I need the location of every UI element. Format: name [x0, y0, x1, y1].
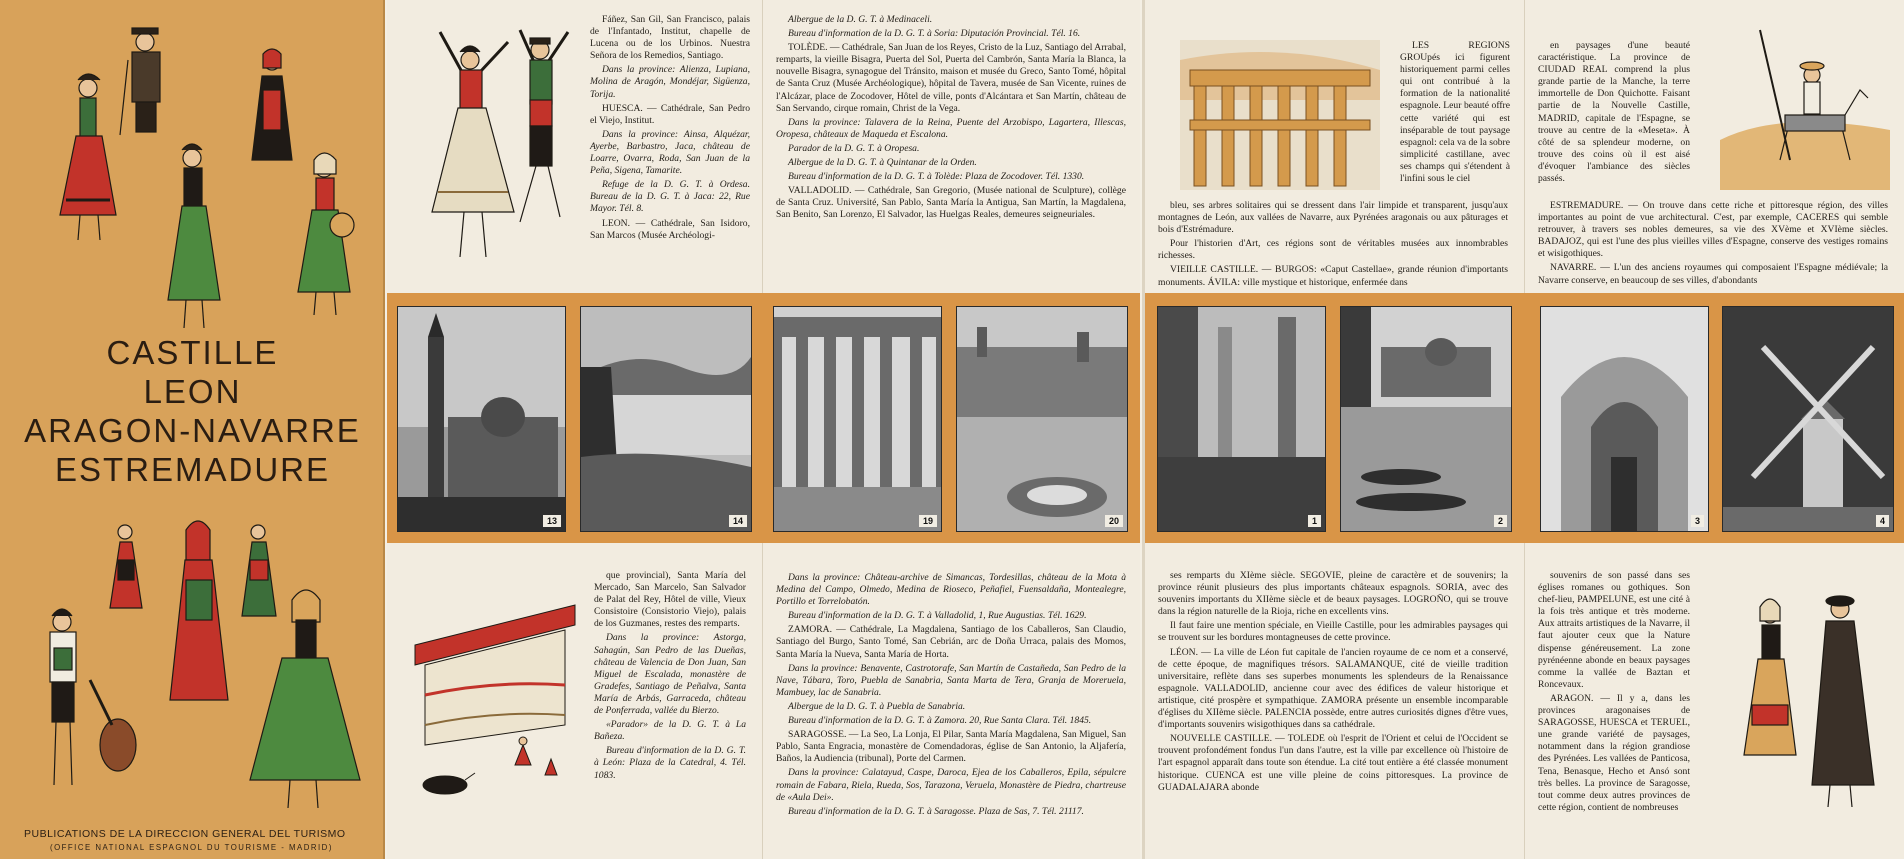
- panel-2-bottom-text: [776, 572, 1126, 820]
- text-paragraph: ZAMORA. — Cathédrale, La Magdalena, Santiago de los Caballeros, San Claudio, Santiago del Burgo, Santo Tomé, San Cebrián, arc de Doña Urraca, palais des Momos, Santa María la Nueva, Santa María de Horta.: [776, 624, 1126, 660]
- panel-4-top-text: [1538, 200, 1888, 289]
- text-paragraph: Albergue de la D. G. T. à Medinaceli.: [788, 14, 933, 25]
- photo-number: 1: [1308, 515, 1321, 527]
- text-paragraph: Dans la province: Alienza, Lupiana, Molina de Aragón, Mondéjar, Sigüenza, Torija.: [590, 64, 750, 100]
- photo-madrid-plaza: [956, 306, 1128, 532]
- text-paragraph: VIEILLE CASTILLE. — BURGOS: «Caput Castellae», grande réunion d'importants monuments. ÁVILA: ville mystique et historique, enfermée dans: [1158, 264, 1508, 288]
- cover-title-line-1: CASTILLE: [106, 334, 279, 371]
- text-paragraph: LEON. — Cathédrale, San Isidoro, San Marcos (Musée Archéologi-: [590, 217, 750, 241]
- cover-title-line-3: ARAGON-NAVARRE: [24, 412, 361, 449]
- text-paragraph: Bureau d'information de la D. G. T. à Zamora. 20, Rue Santa Clara. Tél. 1845.: [788, 715, 1092, 727]
- photo-number: 20: [1105, 515, 1123, 527]
- text-paragraph: Dans la province: Astorga, Sahagún, San Pedro de las Dueñas, château de Valencia de Don Juan, San Miguel de Escalada, monastère de Gradefes, Santiago de Peñalva, Santa María de Arbás, Garraceda, château de Ponferrada, vallée du Bierzo.: [594, 632, 746, 717]
- bullfight-illustration: [405, 575, 585, 815]
- photo-number: 3: [1691, 515, 1704, 527]
- photo-number: 4: [1876, 515, 1889, 527]
- photo-toledo-cathedral: [397, 306, 566, 532]
- cover-title: [0, 333, 385, 489]
- photo-aqueduct: [773, 306, 942, 532]
- panel-3-intro-text: [1400, 40, 1510, 187]
- text-paragraph: NAVARRE. — L'un des anciens royaumes qui composaient l'Espagne médiévale; la Navarre conserve, en beaucoup de ses villes, d'abondants: [1538, 262, 1888, 286]
- text-paragraph: ESTREMADURE. — On trouve dans cette riche et pittoresque région, des villes importantes au point de vue architectural. C'est, par exemple, CACERES qui semble retrouver, à travers ses nobles demeures, sa vie des XVème et XVIème siècles. BADAJOZ, qui est l'une des plus vieilles villes d'Espagne, conserve des vestiges romains et wisigothiques.: [1538, 200, 1888, 260]
- intro-paragraph: en paysages d'une beauté caractéristique. La province de CIUDAD REAL comprend la plus grande partie de la Manche, la terre immortelle de Don Quichotte. Faisant partie de la Nouvelle Castille, MADRID, capitale de l'Espagne, se trouve au centre de la «Meseta». À côté de sa splendeur moderne, on trouve des coins où il est aisé d'évoquer l'ambiance des siècles passés.: [1538, 40, 1690, 185]
- text-paragraph: NOUVELLE CASTILLE. — TOLEDE où l'esprit de l'Orient et celui de l'Occident se trouvent profondément fondus l'un dans l'autre, est la ville par excellence où l'histoire de l'art espagnol apparaît dans toute son étendue. La cité tout entière a été classée monument historique. CUENCA est une ville pleine de coins pittoresques. La province de GUADALAJARA abonde: [1158, 733, 1508, 793]
- aqueduct-illustration: [1180, 40, 1380, 190]
- photo-roman-ruins: [1157, 306, 1326, 532]
- text-paragraph: bleu, ses arbres solitaires qui se dressent dans l'air limpide et transparent, jusqu'aux montagnes de León, aux vallées de Navarre, aux Pyrénées aragonais ou aux pâturages et bois d'Estrémadure.: [1158, 200, 1508, 236]
- photo-number: 2: [1494, 515, 1507, 527]
- text-paragraph: Fáñez, San Gil, San Francisco, palais de l'Infantado, Institut, chapelle de Lucena ou de los Urbinos. Nuestra Señora de los Remedios, Santiago.: [590, 14, 750, 62]
- panel-3-bottom-text: [1158, 570, 1508, 796]
- costume-figures-top-illustration: [20, 10, 370, 330]
- text-paragraph: Dans la province: Benavente, Castrotorafe, San Martín de Castañeda, San Pedro de la Nave, Tábara, Toro, Puebla de Sanabria, Santa Marta de Tera, Granja de Moreruela, Mambuey, lac de Sanabria.: [776, 662, 1126, 698]
- text-paragraph: Dans la province: Talavera de la Reina, Puente del Arzobispo, Lagartera, Illescas, Oropesa, châteaux de Maqueda et Escalona.: [776, 116, 1126, 140]
- panel-4-bottom-text: [1538, 570, 1690, 816]
- photo-number: 19: [919, 515, 937, 527]
- text-paragraph: SARAGOSSE. — La Seo, La Lonja, El Pilar, Santa María Magdalena, San Miguel, San Pablo, Santa Engracia, monastère de Comendadoras, église de San Antonio, la Aljafería, Baños, la Audiencia (tribunal), Porte del Carmen.: [776, 729, 1126, 765]
- photo-windmill: [1722, 306, 1894, 532]
- text-paragraph: Dans la province: Calatayud, Caspe, Daroca, Ejea de los Caballeros, Epila, sépulcre romain de Fabara, Riela, Rueda, Sos, Tarazona, Veruela, Monastère de Piedra, chartreuse de «Aula Dei».: [776, 767, 1126, 803]
- text-paragraph: souvenirs de son passé dans ses églises romanes ou gothiques. Son chef-lieu, PAMPELUNE, est une cité à la fois très antique et très moderne. Aux attraits artistiques de la Navarre, il faut ajouter ceux que la Nature dispense généreusement. La zone pyrénéenne abonde en beaux paysages comme la vallée de Baztan et Roncevaux.: [1538, 570, 1690, 690]
- panel-1-top-text: [590, 14, 750, 244]
- text-paragraph: Bureau d'information de la D. G. T. à Valladolid, 1, Rue Augustias. Tél. 1629.: [788, 610, 1087, 622]
- text-paragraph: Parador de la D. G. T. à Oropesa.: [788, 142, 920, 154]
- text-paragraph: Albergue de la D. G. T. à Puebla de Sanabria.: [788, 700, 966, 712]
- text-paragraph: LÉON. — La ville de Léon fut capitale de l'ancien royaume de ce nom et a conservé, de cette époque, de magnifiques trésors. SALAMANQUE, cité de vieille tradition universitaire, reflète dans ses superbes monuments les splendeurs de la Renaissance espagnole. VALLADOLID, ancienne cour avec des édifices de valeur historique et artistique, cité prospère et sympathique. ZAMORA présente un ensemble incomparable d'églises du XIIème siècle. PALENCIA possède, entre autres curiosités dignes d'être vues, d'importants souvenirs wisigothiques dans sa cathédrale.: [1158, 646, 1508, 731]
- text-paragraph: HUESCA. — Cathédrale, San Pedro el Viejo, Institut.: [590, 102, 750, 126]
- panel-1-bottom-text: [594, 570, 746, 784]
- cover-panel: [0, 0, 385, 859]
- publisher-line: PUBLICATIONS DE LA DIRECCION GENERAL DEL TURISMO: [24, 828, 346, 840]
- panel-3-top-text: [1158, 200, 1508, 291]
- photo-lake-landscape: [580, 306, 752, 532]
- dancers-illustration: [410, 12, 580, 277]
- photo-number: 14: [729, 515, 747, 527]
- text-paragraph: Albergue de la D. G. T. à Quintanar de la Orden.: [788, 157, 977, 169]
- text-paragraph: Refuge de la D. G. T. à Ordesa. Bureau de la D. G. T. à Jaca: 22, Rue Mayor. Tél. 8.: [590, 179, 750, 215]
- photo-river-basilica: [1340, 306, 1512, 532]
- text-paragraph: Bureau d'information de la D. G. T. à Saragosse. Plaza de Sas, 7. Tél. 21117.: [788, 805, 1084, 817]
- cover-title-line-4: ESTREMADURE: [54, 451, 331, 488]
- photo-church-interior: [1540, 306, 1709, 532]
- text-paragraph: TOLÈDE. — Cathédrale, San Juan de los Reyes, Cristo de la Luz, Santiago del Arrabal, remparts, la vieille Bisagra, Puerta del Sol, Puerta del Cambrón, Santa María la Blanca, la nouvelle Bisagra, synagogue del Tránsito, maison et musée du Greco, Santo Tomé, hôpital de Santa Cruz (Musée Archéologique), hôpital de Tavera, musée de San Vicente, ruines de l'Alcázar, place de Zocodover, Hôtel de ville, ponts d'Alcántara et San Martín, château de San Servando, cirque romain, Christ de la Vega.: [776, 42, 1126, 114]
- costume-figures-bottom-illustration: [20, 520, 370, 820]
- text-paragraph: ARAGON. — Il y a, dans les provinces aragonaises de SARAGOSSE, HUESCA et TERUEL, une grande variété de paysages, notamment dans la région grandiose des Pyrénées. Les vallées de Panticosa, Tena, Benasque, Hecho et Ansó sont très belles. La province de Saragosse, tout comme deux autres provinces de cette région, contient de nombreuses: [1538, 692, 1690, 813]
- text-paragraph: Bureau d'information de la D. G. T. à León: Plaza de la Catedral, 4. Tél. 1083.: [594, 745, 746, 781]
- text-paragraph: Bureau d'information de la D. G. T. à Soria: Diputación Provincial. Tél. 16.: [788, 28, 1081, 40]
- text-paragraph: ses remparts du XIème siècle. SEGOVIE, pleine de caractère et de souvenirs; la province réunit plusieurs des plus importants châteaux espagnols. SORIA, avec des souvenirs importants du XIIème siècle et de beaux paysages. LOGROÑO, qui se trouve dans la région naturelle de la Rioja, riche en excellents vins.: [1158, 570, 1508, 618]
- panel-2-top-text: [776, 14, 1126, 224]
- text-paragraph: Dans la province: Ainsa, Alquézar, Ayerbe, Barbastro, Jaca, château de Loarre, Ovarra, Roda, San Juan de la Peña, Sigena, Tamarite.: [590, 128, 750, 177]
- text-paragraph: Dans la province: Château-archive de Simancas, Tordesillas, château de la Mota à Medina del Campo, Olmedo, Medina de Rioseco, Peñafiel, Fuensaldaña, Montealegre, Portillo et Torrelobatón.: [776, 572, 1126, 608]
- panel-4-intro-text: [1538, 40, 1690, 187]
- photo-number: 13: [543, 515, 561, 527]
- text-paragraph: Bureau d'information de la D. G. T. à Tolède: Plaza de Zocodover. Tél. 1330.: [788, 171, 1085, 183]
- text-paragraph: VALLADOLID. — Cathédrale, San Gregorio, (Musée national de Sculpture), collège de Santa Cruz. Université, San Pablo, Santa María la Antigua, San Martín, la Magdalena, San Benito, San Lorenzo, El Salvador, las Huelgas Reales, demeures seigneuriales.: [776, 185, 1126, 221]
- intro-paragraph: LES REGIONS GROUpés ici figurent historiquement parmi celles qui ont contribué à la formation de la nationalité espagnole. Leur beauté offre cette variété qui est inséparable de tout paysage espagnol: cela va de la sobre simplicité castillane, avec ses champs qui s'étendent à l'infini sous le ciel: [1400, 40, 1511, 185]
- text-paragraph: que provincial), Santa María del Mercado, San Marcelo, San Salvador de Palat del Rey, Hôtel de ville, Vieux Consistoire (Consistorio Viejo), palais de los Guzmanes, restes des remparts.: [594, 570, 746, 630]
- navarre-couple-illustration: [1730, 585, 1890, 815]
- text-paragraph: Il faut faire une mention spéciale, en Vieille Castille, pour les admirables paysages qui se trouvent sur les bordures montagneuses de cette province.: [1158, 620, 1508, 644]
- don-quixote-illustration: [1720, 20, 1890, 190]
- text-paragraph: «Parador» de la D. G. T. à La Bañeza.: [594, 719, 746, 743]
- publisher-subline: (OFFICE NATIONAL ESPAGNOL DU TOURISME - MADRID): [50, 843, 333, 852]
- text-paragraph: Pour l'historien d'Art, ces régions sont de véritables musées aux innombrables richesses.: [1158, 238, 1508, 262]
- cover-title-line-2: LEON: [143, 373, 242, 410]
